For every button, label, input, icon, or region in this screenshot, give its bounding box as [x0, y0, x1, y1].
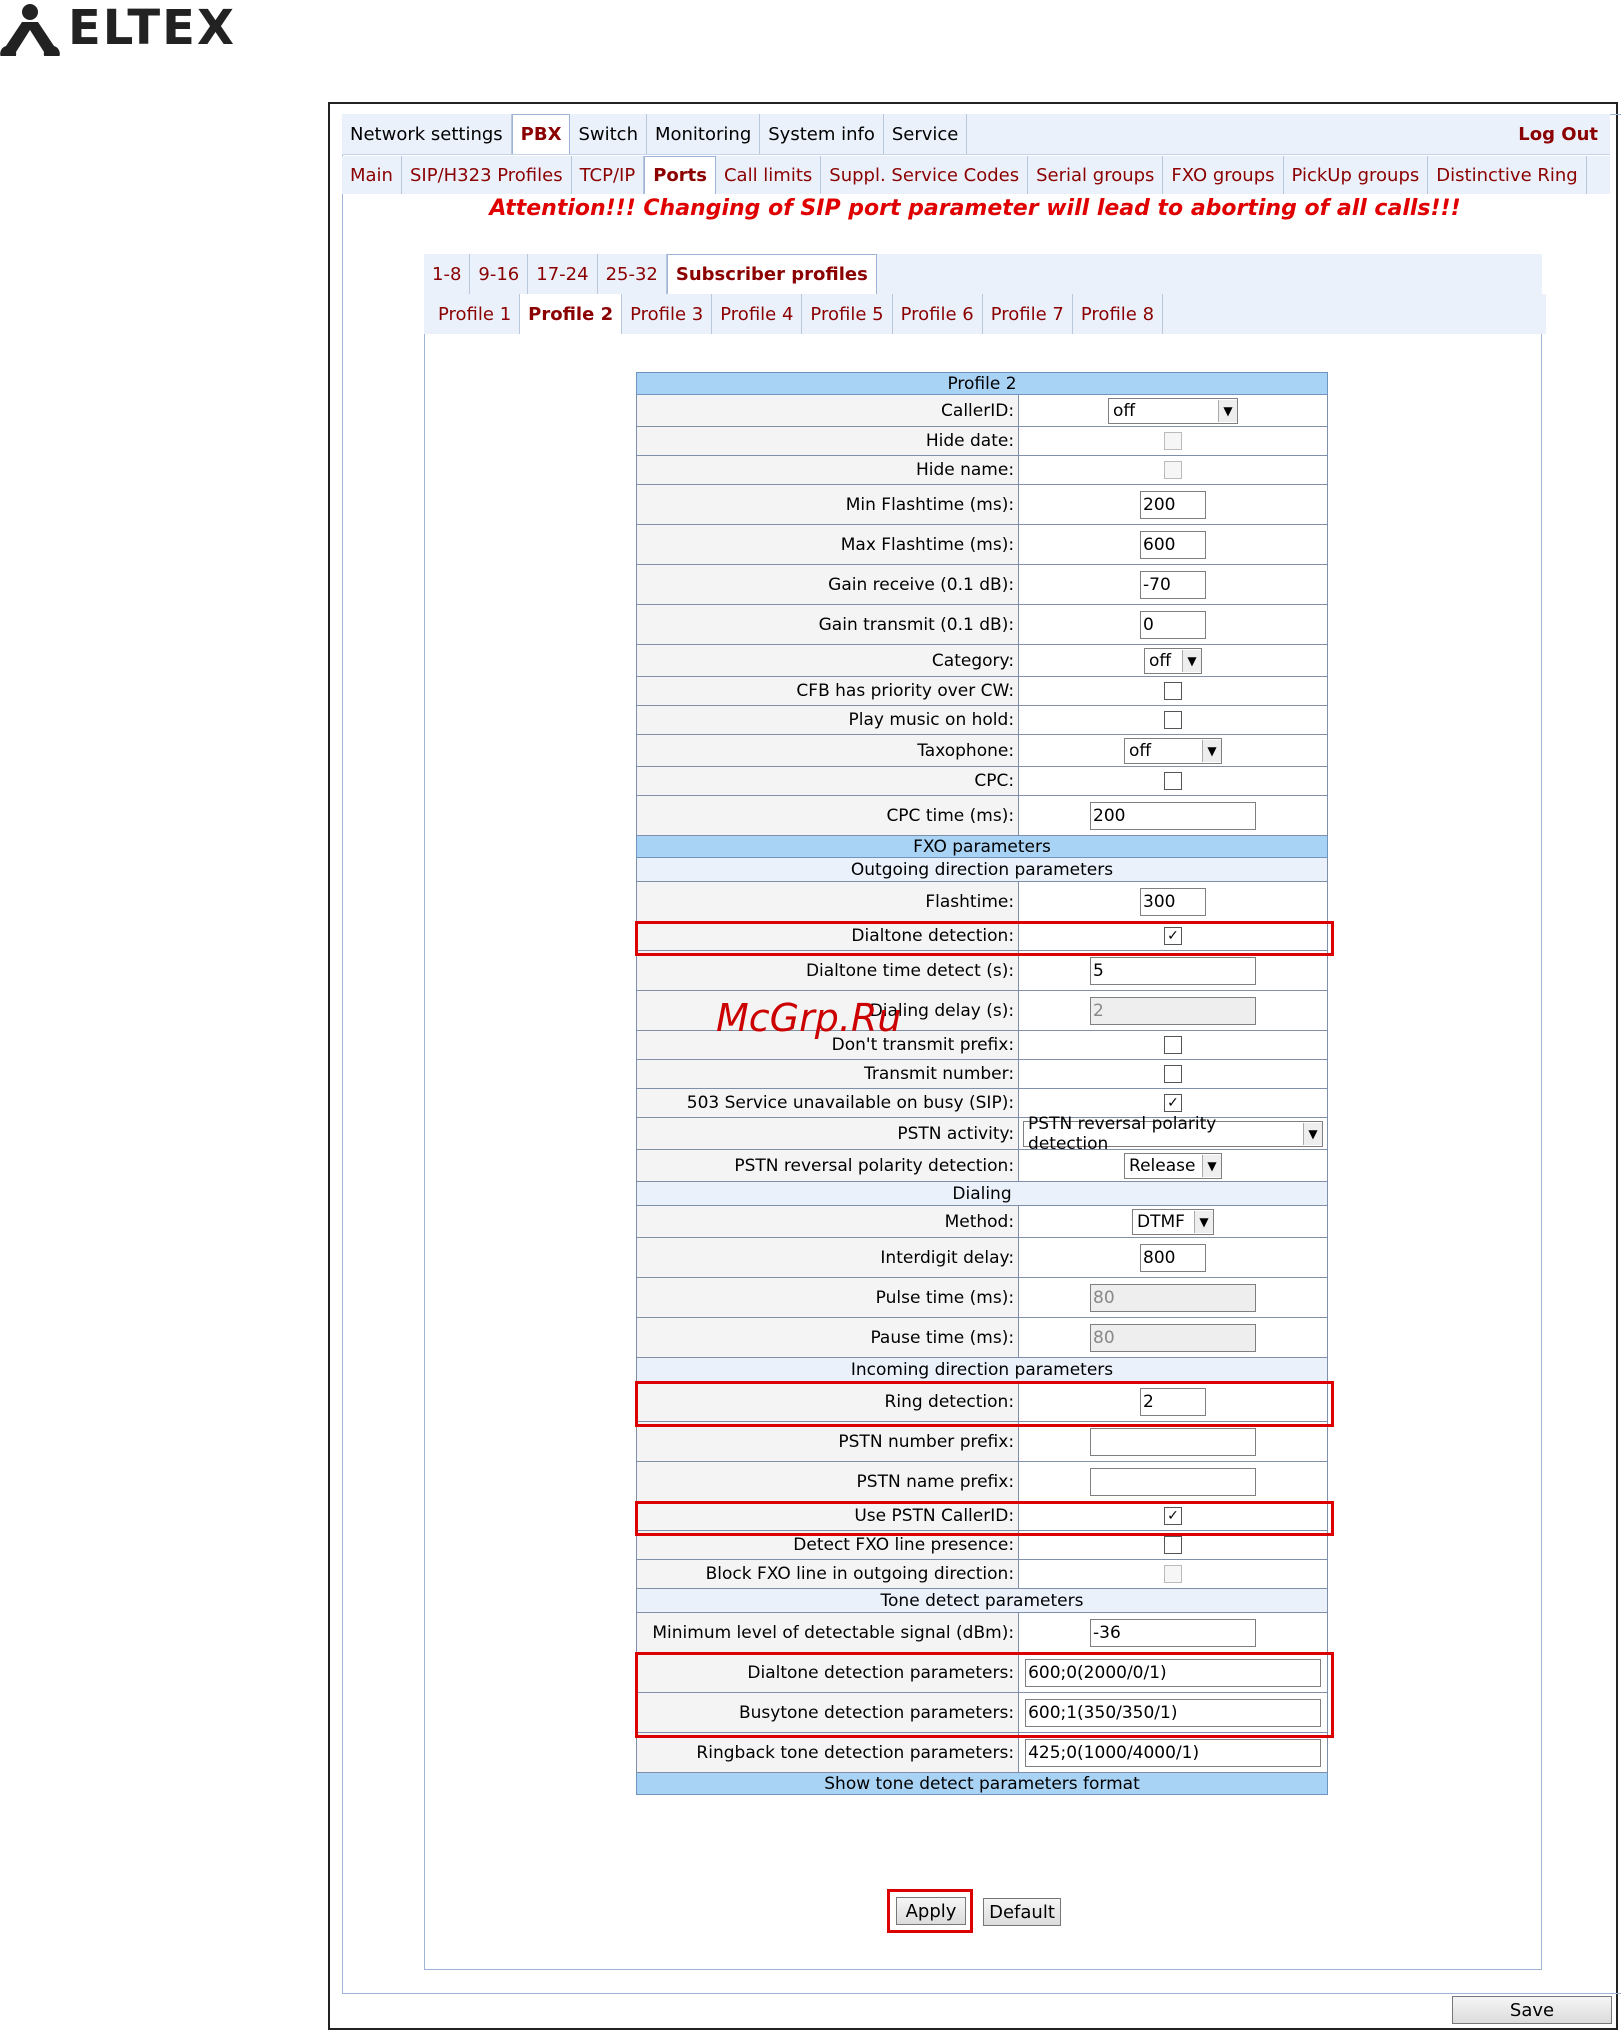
- use-pstn-callerid-label: Use PSTN CallerID:: [637, 1502, 1019, 1531]
- flashtime-input[interactable]: 300: [1140, 888, 1206, 916]
- cpc-time-ms-cell: [1019, 796, 1328, 836]
- tab-network-settings[interactable]: Network settings: [342, 114, 512, 154]
- transmit-number-checkbox[interactable]: [1164, 1065, 1182, 1083]
- pulse-time-ms-label: Pulse time (ms):: [637, 1278, 1019, 1318]
- dialtone-time-detect-s-input[interactable]: 5: [1090, 957, 1256, 985]
- profile-tab-6[interactable]: Profile 6: [893, 294, 983, 334]
- play-music-on-hold-checkbox[interactable]: [1164, 711, 1182, 729]
- category-cell: [1019, 645, 1328, 677]
- don-t-transmit-prefix-checkbox[interactable]: [1164, 1036, 1182, 1054]
- category-label: Category:: [637, 645, 1019, 677]
- apply-button[interactable]: Apply: [896, 1897, 966, 1925]
- gain-transmit-0-1-db-cell: [1019, 605, 1328, 645]
- dialtone-detection-label: Dialtone detection:: [637, 922, 1019, 951]
- subtab-sip-h323-profiles[interactable]: SIP/H323 Profiles: [402, 156, 572, 194]
- cfb-has-priority-over-cw-cell: [1019, 677, 1328, 706]
- use-pstn-callerid-checkbox[interactable]: ✓: [1164, 1507, 1182, 1525]
- callerid-label: CallerID:: [637, 395, 1019, 427]
- hide-date-label: Hide date:: [637, 427, 1019, 456]
- block-fxo-line-in-outgoing-direction-label: Block FXO line in outgoing direction:: [637, 1560, 1019, 1589]
- minimum-level-of-detectable-signal-dbm-cell: [1019, 1613, 1328, 1653]
- chevron-down-icon: ▼: [1194, 1211, 1213, 1233]
- profile-header: Profile 2: [637, 373, 1328, 395]
- profile-tab-7[interactable]: Profile 7: [983, 294, 1073, 334]
- chevron-down-icon: ▼: [1202, 740, 1221, 762]
- gain-receive-0-1-db-label: Gain receive (0.1 dB):: [637, 565, 1019, 605]
- pstn-number-prefix-label: PSTN number prefix:: [637, 1422, 1019, 1462]
- fxo-parameters-header: FXO parameters: [637, 836, 1328, 858]
- ringback-tone-detection-parameters-label: Ringback tone detection parameters:: [637, 1733, 1019, 1773]
- pstn-name-prefix-input[interactable]: [1090, 1468, 1256, 1496]
- cpc-cell: [1019, 767, 1328, 796]
- port-tab-subscriber-profiles[interactable]: Subscriber profiles: [667, 254, 877, 294]
- dialing-delay-s-label: Dialing delay (s):: [637, 991, 1019, 1031]
- minimum-level-of-detectable-signal-dbm-input[interactable]: -36: [1090, 1619, 1256, 1647]
- busytone-detection-parameters-input[interactable]: 600;1(350/350/1): [1025, 1699, 1321, 1727]
- pstn-reversal-polarity-detection-value: Release: [1129, 1155, 1196, 1176]
- min-flashtime-ms-label: Min Flashtime (ms):: [637, 485, 1019, 525]
- dialtone-time-detect-s-label: Dialtone time detect (s):: [637, 951, 1019, 991]
- dialtone-detection-parameters-cell: [1019, 1653, 1328, 1693]
- subtab-call-limits[interactable]: Call limits: [716, 156, 821, 194]
- cpc-time-ms-input[interactable]: 200: [1090, 802, 1256, 830]
- app-frame: [328, 102, 1618, 2030]
- 503-service-unavailable-on-busy-sip-label: 503 Service unavailable on busy (SIP):: [637, 1089, 1019, 1118]
- show-tone-format-link[interactable]: Show tone detect parameters format: [637, 1773, 1328, 1795]
- hide-name-checkbox: [1164, 461, 1182, 479]
- subtab-serial-groups[interactable]: Serial groups: [1028, 156, 1163, 194]
- dialtone-detection-checkbox[interactable]: ✓: [1164, 927, 1182, 945]
- tone-detect-header: Tone detect parameters: [637, 1589, 1328, 1613]
- transmit-number-cell: [1019, 1060, 1328, 1089]
- subtab-fxo-groups[interactable]: FXO groups: [1163, 156, 1283, 194]
- subtab-ports[interactable]: Ports: [644, 156, 716, 194]
- callerid-select[interactable]: [1108, 398, 1238, 424]
- block-fxo-line-in-outgoing-direction-checkbox: [1164, 1565, 1182, 1583]
- profile-tab-8[interactable]: Profile 8: [1073, 294, 1163, 334]
- subtab-distinctive-ring[interactable]: Distinctive Ring: [1428, 156, 1586, 194]
- ringback-tone-detection-parameters-input[interactable]: 425;0(1000/4000/1): [1025, 1739, 1321, 1767]
- min-flashtime-ms-cell: [1019, 485, 1328, 525]
- subtab-pickup-groups[interactable]: PickUp groups: [1284, 156, 1429, 194]
- play-music-on-hold-cell: [1019, 706, 1328, 735]
- dialing-delay-s-cell: [1019, 991, 1328, 1031]
- detect-fxo-line-presence-checkbox[interactable]: [1164, 1536, 1182, 1554]
- watermark: McGrp.Ru: [716, 996, 902, 1040]
- port-tab-17-24[interactable]: 17-24: [528, 254, 597, 294]
- flashtime-cell: [1019, 882, 1328, 922]
- dialing-delay-s-input: 2: [1090, 997, 1256, 1025]
- dialtone-detection-parameters-label: Dialtone detection parameters:: [637, 1653, 1019, 1693]
- hide-date-cell: [1019, 427, 1328, 456]
- max-flashtime-ms-cell: [1019, 525, 1328, 565]
- pulse-time-ms-input: 80: [1090, 1284, 1256, 1312]
- interdigit-delay-label: Interdigit delay:: [637, 1238, 1019, 1278]
- profile-tab-3[interactable]: Profile 3: [622, 294, 712, 334]
- subtab-suppl-service-codes[interactable]: Suppl. Service Codes: [821, 156, 1028, 194]
- detect-fxo-line-presence-cell: [1019, 1531, 1328, 1560]
- transmit-number-label: Transmit number:: [637, 1060, 1019, 1089]
- taxophone-label: Taxophone:: [637, 735, 1019, 767]
- max-flashtime-ms-label: Max Flashtime (ms):: [637, 525, 1019, 565]
- logo-text: ELTEX: [68, 0, 236, 56]
- pstn-activity-cell: [1019, 1113, 1328, 1154]
- tab-switch[interactable]: Switch: [570, 114, 647, 154]
- flashtime-label: Flashtime:: [637, 882, 1019, 922]
- cfb-has-priority-over-cw-label: CFB has priority over CW:: [637, 677, 1019, 706]
- subtab-main[interactable]: Main: [342, 156, 402, 194]
- subtab-tcp-ip[interactable]: TCP/IP: [572, 156, 645, 194]
- profile-tab-5[interactable]: Profile 5: [802, 294, 892, 334]
- don-t-transmit-prefix-label: Don't transmit prefix:: [637, 1031, 1019, 1060]
- hide-name-label: Hide name:: [637, 456, 1019, 485]
- cpc-time-ms-label: CPC time (ms):: [637, 796, 1019, 836]
- taxophone-cell: [1019, 735, 1328, 767]
- chevron-down-icon: ▼: [1202, 1155, 1221, 1177]
- category-value: off: [1149, 650, 1172, 671]
- taxophone-value: off: [1129, 740, 1152, 761]
- use-pstn-callerid-cell: [1019, 1502, 1328, 1531]
- pulse-time-ms-cell: [1019, 1278, 1328, 1318]
- cpc-label: CPC:: [637, 767, 1019, 796]
- category-select[interactable]: [1144, 648, 1202, 674]
- gain-receive-0-1-db-cell: [1019, 565, 1328, 605]
- hide-date-checkbox: [1164, 432, 1182, 450]
- callerid-cell: [1019, 395, 1328, 427]
- gain-receive-0-1-db-input[interactable]: -70: [1140, 571, 1206, 599]
- block-fxo-line-in-outgoing-direction-cell: [1019, 1560, 1328, 1589]
- tab-monitoring[interactable]: Monitoring: [647, 114, 760, 154]
- ring-detection-input[interactable]: 2: [1140, 1388, 1206, 1416]
- minimum-level-of-detectable-signal-dbm-label: Minimum level of detectable signal (dBm):: [637, 1613, 1019, 1653]
- port-tabs: [424, 254, 1542, 294]
- pstn-number-prefix-input[interactable]: [1090, 1428, 1256, 1456]
- busytone-detection-parameters-label: Busytone detection parameters:: [637, 1693, 1019, 1733]
- play-music-on-hold-label: Play music on hold:: [637, 706, 1019, 735]
- method-value: DTMF: [1137, 1211, 1185, 1232]
- incoming-direction-header: Incoming direction parameters: [637, 1358, 1328, 1382]
- profile-tab-1[interactable]: Profile 1: [430, 294, 520, 334]
- taxophone-select[interactable]: [1124, 738, 1222, 764]
- dialing-header: Dialing: [637, 1182, 1328, 1206]
- min-flashtime-ms-input[interactable]: 200: [1140, 491, 1206, 519]
- detect-fxo-line-presence-label: Detect FXO line presence:: [637, 1531, 1019, 1560]
- pstn-activity-value: PSTN reversal polarity detection: [1028, 1113, 1217, 1154]
- dialtone-detection-cell: [1019, 922, 1328, 951]
- 503-service-unavailable-on-busy-sip-checkbox[interactable]: ✓: [1164, 1094, 1182, 1112]
- hide-name-cell: [1019, 456, 1328, 485]
- pstn-number-prefix-cell: [1019, 1422, 1328, 1462]
- pstn-reversal-polarity-detection-label: PSTN reversal polarity detection:: [637, 1150, 1019, 1182]
- pstn-reversal-polarity-detection-cell: [1019, 1150, 1328, 1182]
- method-select[interactable]: [1132, 1209, 1214, 1235]
- dialtone-detection-parameters-input[interactable]: 600;0(2000/0/1): [1025, 1659, 1321, 1687]
- profile-tab-2[interactable]: Profile 2: [520, 294, 622, 334]
- tab-pbx[interactable]: PBX: [512, 114, 571, 154]
- logout-link[interactable]: Log Out: [1518, 123, 1598, 145]
- pstn-name-prefix-cell: [1019, 1462, 1328, 1502]
- callerid-value: off: [1113, 400, 1136, 421]
- don-t-transmit-prefix-cell: [1019, 1031, 1328, 1060]
- max-flashtime-ms-input[interactable]: 600: [1140, 531, 1206, 559]
- save-button[interactable]: Save: [1452, 1996, 1612, 2024]
- cfb-has-priority-over-cw-checkbox[interactable]: [1164, 682, 1182, 700]
- tab-system-info[interactable]: System info: [760, 114, 884, 154]
- pstn-activity-select[interactable]: [1023, 1113, 1323, 1154]
- gain-transmit-0-1-db-label: Gain transmit (0.1 dB):: [637, 605, 1019, 645]
- logo-mark-icon: [0, 0, 62, 56]
- gain-transmit-0-1-db-input[interactable]: 0: [1140, 611, 1206, 639]
- profile-settings-table: [636, 372, 1328, 1795]
- sub-navigation: [342, 156, 1610, 194]
- pause-time-ms-input: 80: [1090, 1324, 1256, 1352]
- profile-tab-4[interactable]: Profile 4: [712, 294, 802, 334]
- pause-time-ms-label: Pause time (ms):: [637, 1318, 1019, 1358]
- profile-tabs: [424, 294, 1546, 334]
- dialtone-time-detect-s-cell: [1019, 951, 1328, 991]
- chevron-down-icon: ▼: [1218, 400, 1237, 422]
- cpc-checkbox[interactable]: [1164, 772, 1182, 790]
- port-tab-9-16[interactable]: 9-16: [470, 254, 528, 294]
- tab-service[interactable]: Service: [884, 114, 968, 154]
- chevron-down-icon: ▼: [1182, 650, 1201, 672]
- ring-detection-label: Ring detection:: [637, 1382, 1019, 1422]
- port-tab-1-8[interactable]: 1-8: [424, 254, 470, 294]
- method-label: Method:: [637, 1206, 1019, 1238]
- ringback-tone-detection-parameters-cell: [1019, 1733, 1328, 1773]
- pstn-reversal-polarity-detection-select[interactable]: [1124, 1153, 1222, 1179]
- chevron-down-icon: ▼: [1303, 1123, 1322, 1145]
- busytone-detection-parameters-cell: [1019, 1693, 1328, 1733]
- port-tab-25-32[interactable]: 25-32: [598, 254, 667, 294]
- outgoing-direction-header: Outgoing direction parameters: [637, 858, 1328, 882]
- pause-time-ms-cell: [1019, 1318, 1328, 1358]
- top-navigation: [342, 114, 1610, 155]
- ring-detection-cell: [1019, 1382, 1328, 1422]
- interdigit-delay-cell: [1019, 1238, 1328, 1278]
- eltex-logo: [0, 0, 236, 56]
- default-button[interactable]: Default: [983, 1898, 1061, 1926]
- pstn-activity-label: PSTN activity:: [637, 1118, 1019, 1150]
- pstn-name-prefix-label: PSTN name prefix:: [637, 1462, 1019, 1502]
- method-cell: [1019, 1206, 1328, 1238]
- attention-message: Attention!!! Changing of SIP port parameter will lead to aborting of all calls!!!: [489, 196, 1461, 221]
- interdigit-delay-input[interactable]: 800: [1140, 1244, 1206, 1272]
